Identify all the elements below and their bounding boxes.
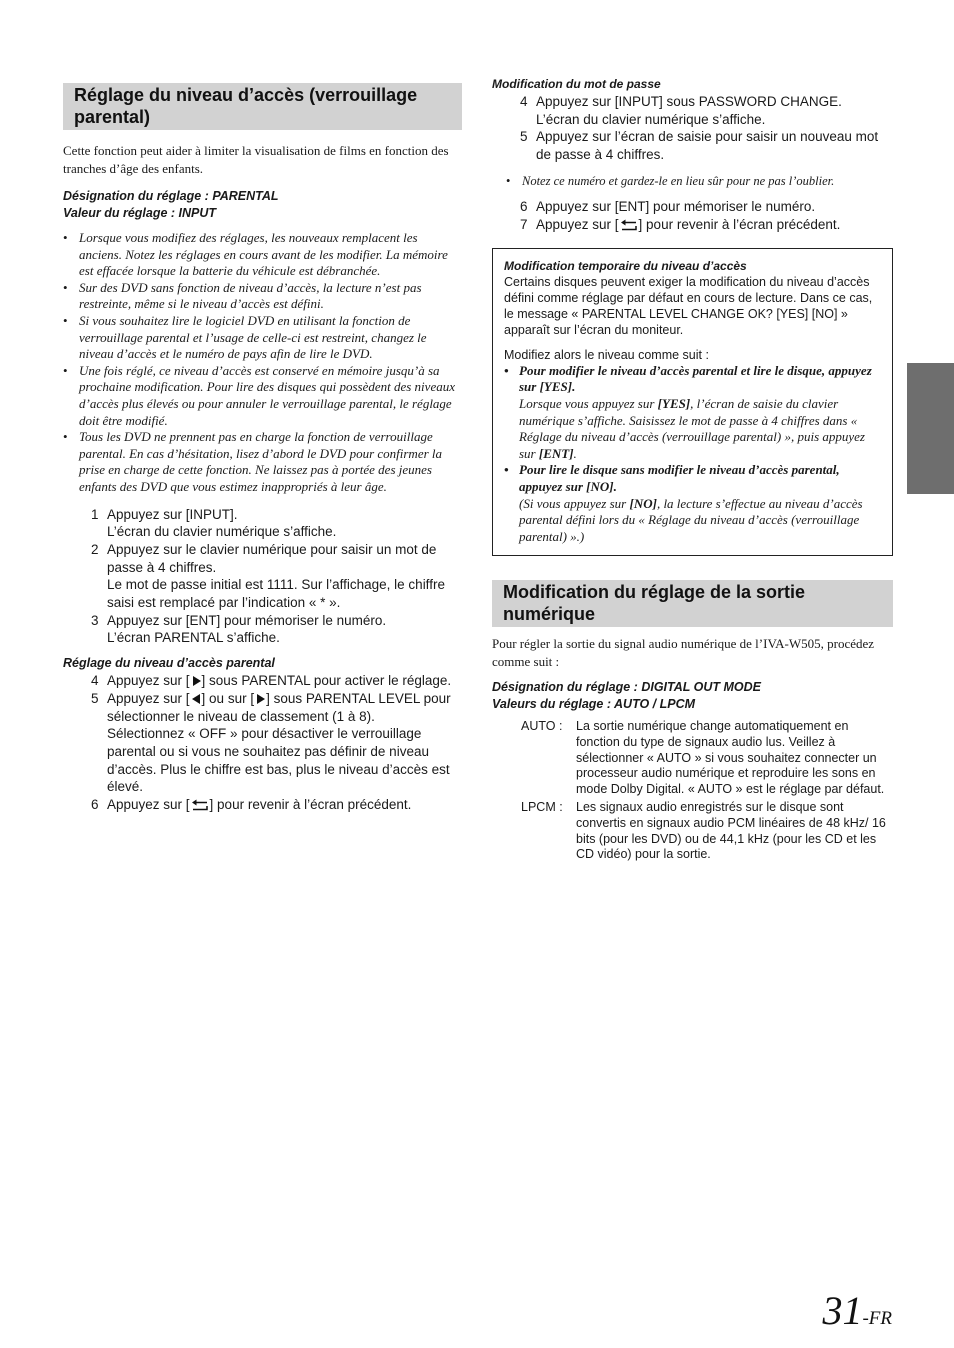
box-item-no: • Pour lire le disque sans modifier le niveau d’accès parental, appuyez sur [NO]. (Si vous appuyez sur [NO], la lecture s’effectue au niveau d’accès parental défini lors du « Réglage du niveau d’accès (verrouillage parental) ».) <box>504 462 863 544</box>
right-column <box>492 0 893 866</box>
steps-password-change <box>492 93 893 164</box>
intro-text: Cette fonction peut aider à limiter la visualisation de films en fonction des tranches d’âge des enfants. <box>63 143 449 176</box>
step-item: 7 Appuyez sur [ ] pour revenir à l’écran précédent. <box>520 217 841 233</box>
option-description: Les signaux audio enregistrés sur le disque sont convertis en signaux audio PCM linéaires de 48 kHz/ 16 bits (pour les DVD) ou de 44,1 kHz (pour les CD et les CD vidéo) pour la sortie. <box>576 800 886 862</box>
subhead-access-level: Réglage du niveau d’accès parental <box>63 656 275 671</box>
note-item: • Sur des DVD sans fonction de niveau d’accès, la lecture n’est pas restreinte, même si le niveau d’accès est défini. <box>63 279 422 312</box>
step-item: 6 Appuyez sur [ ] pour revenir à l’écran précédent. <box>91 797 412 813</box>
steps-password-confirm <box>492 198 893 233</box>
left-column <box>63 0 462 814</box>
note-item: • Une fois réglé, ce niveau d’accès est conservé en mémoire jusqu’à sa prochaine modification. Pour lire des disques qui possèdent des niveaux d’accès plus élevés ou pour annuler le verrouillage parental, le réglage doit être modifié. <box>63 362 455 428</box>
box-paragraph: Certains disques peuvent exiger la modification du niveau d’accès défini comme réglage par défaut en cours de lecture. Dans ce cas, le message « PARENTAL LEVEL CHANGE OK? [YES] [NO] » apparaît sur l’écran du moniteur. <box>504 274 873 337</box>
option-row <box>521 719 893 800</box>
step-item: 1 Appuyez sur [INPUT]. L’écran du clavier numérique s’affiche. <box>91 506 337 540</box>
box-paragraph: Modifiez alors le niveau comme suit : <box>504 347 709 362</box>
step-item: 4 Appuyez sur [ ] sous PARENTAL pour activer le réglage. <box>91 673 452 689</box>
page-number: 31-FR <box>822 1288 892 1333</box>
note-item: • Si vous souhaitez lire le logiciel DVD en utilisant la fonction de verrouillage parental et l’usage de celle-ci est restreint, changez le niveau d’accès et le numéro de pays afin de lire le DVD. <box>63 312 427 362</box>
note-item: • Notez ce numéro et gardez-le en lieu sûr pour ne pas l’oublier. <box>506 173 835 188</box>
steps-password <box>63 506 462 648</box>
note-item: • Tous les DVD ne prennent pas en charge la fonction de verrouillage parental. En cas d’hésitation, lisez d’abord le DVD pour confirmer la prise en charge de cette fonction. Ne laissez pas à portée des jeunes enfants des DVD que vous estimez inappropriés à leur âge. <box>63 429 443 494</box>
setting-name: Désignation du réglage : DIGITAL OUT MODE <box>492 680 761 695</box>
arrow-left-icon <box>192 694 200 704</box>
setting-value: Valeurs du réglage : AUTO / LPCM <box>492 697 696 712</box>
return-icon <box>190 799 210 811</box>
setting-name: Désignation du réglage : PARENTAL <box>63 189 279 203</box>
password-note <box>492 173 893 190</box>
step-item: 4 Appuyez sur [INPUT] sous PASSWORD CHANGE. L’écran du clavier numérique s’affiche. <box>520 94 842 127</box>
step-item: 6 Appuyez sur [ENT] pour mémoriser le numéro. <box>520 199 816 215</box>
option-term: LPCM : <box>521 800 563 815</box>
steps-level <box>63 672 462 814</box>
section-tab <box>907 363 954 494</box>
section-heading-parental: Réglage du niveau d’accès (verrouillage parental) <box>63 83 462 130</box>
box-title: Modification temporaire du niveau d’accès <box>504 258 747 273</box>
step-item: 5 Appuyez sur l’écran de saisie pour saisir un nouveau mot de passe à 4 chiffres. <box>520 129 879 163</box>
setting-value: Valeur du réglage : INPUT <box>63 206 217 220</box>
option-description: La sortie numérique change automatiquement en fonction du type de signaux audio lus. Veillez à sélectionner « AUTO » si vous souhaitez connecter un processeur audio numérique et reproduire les sons en mode Dolby Digital. « AUTO » est le réglage par défaut. <box>576 719 885 796</box>
step-item: 2 Appuyez sur le clavier numérique pour saisir un mot de passe à 4 chiffres. Le mot de passe initial est 1111. Sur l’affichage, le chiffre saisi est remplacé par l’indication « * ». <box>91 541 445 611</box>
step-item: 5 Appuyez sur [ ] ou sur [ ] sous PARENTAL LEVEL pour sélectionner le niveau de classement (1 à 8). Sélectionnez « OFF » pour désactiver le verrouillage parental ou si vous ne souhaitez pas définir de niveau d’accès. Plus le chiffre est bas, plus le niveau d’accès est élevé. <box>91 690 451 795</box>
subhead-password-change: Modification du mot de passe <box>492 77 661 91</box>
step-item: 3 Appuyez sur [ENT] pour mémoriser le numéro. L’écran PARENTAL s’affiche. <box>91 612 387 646</box>
option-row <box>521 800 893 865</box>
intro-text: Pour régler la sortie du signal audio numérique de l’IVA-W505, procédez comme suit : <box>492 636 875 670</box>
option-term: AUTO : <box>521 719 563 734</box>
box-list <box>504 363 881 546</box>
play-right-icon <box>257 694 265 704</box>
section-heading-digital-out: Modification du réglage de la sortie numérique <box>492 580 893 627</box>
return-icon <box>619 219 639 231</box>
note-item: • Lorsque vous modifiez des réglages, les nouveaux remplacent les anciens. Notez les réglages en cours avant de les modifier. La mémoire est effacée lorsque la batterie du véhicule est débranchée. <box>63 230 448 279</box>
temporary-access-box <box>492 248 893 557</box>
box-item-yes: • Pour modifier le niveau d’accès parental et lire le disque, appuyez sur [YES]. Lorsque vous appuyez sur [YES], l’écran de saisie du clavier numérique s’affiche. Saisissez le mot de passe à 4 chiffres dans « Réglage du niveau d’accès (verrouillage parental) », puis appuyez sur [ENT]. <box>504 362 872 461</box>
play-right-icon <box>193 676 201 686</box>
digital-out-options <box>521 719 893 865</box>
notes-list <box>63 230 462 496</box>
